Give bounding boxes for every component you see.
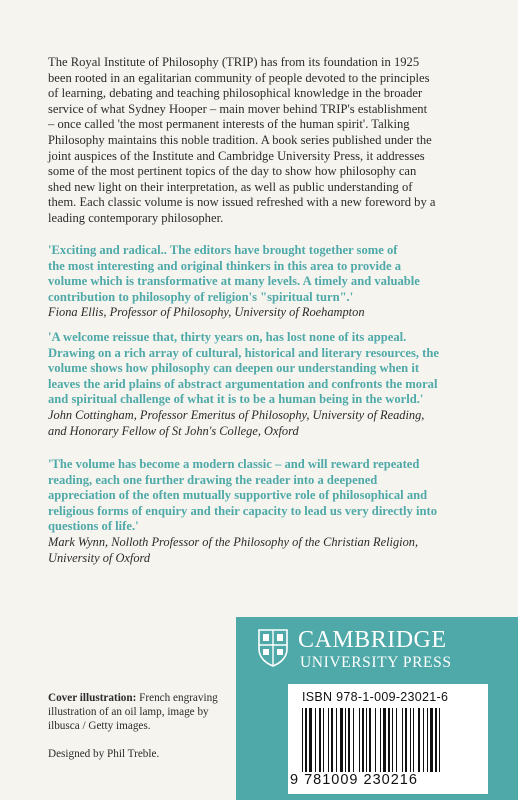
quote-attribution: John Cottingham, Professor Emeritus of Philosophy, University of Reading, (48, 407, 425, 422)
blurb-line: – once called 'the most permanent interests of the human spirit'. Talking (48, 117, 410, 132)
barcode-bar (359, 708, 360, 772)
barcode-bar (430, 708, 433, 772)
blurb-line: shed new light on their interpretation, as well as public understanding of (48, 179, 413, 194)
publisher-subtitle: UNIVERSITY PRESS (300, 654, 452, 671)
blurb-line: of learning, debating and teaching philosophical knowledge in the broader (48, 86, 423, 101)
quote-line: appreciation of the often mutually supportive role of philosophical and (48, 488, 428, 503)
blurb-line: Philosophy maintains this noble tradition. A book series published under the (48, 132, 432, 147)
series-description (48, 55, 484, 227)
quote-line: questions of life.' (48, 519, 139, 534)
quote-attribution: and Honorary Fellow of St John's College, Oxford (48, 423, 299, 438)
barcode-bar (362, 708, 364, 772)
quote-line: volume which is transformative at many levels. A timely and valuable (48, 274, 420, 289)
barcode-bar (413, 708, 414, 772)
barcode-bar (375, 708, 376, 772)
endorsement-quote-ellis (48, 243, 484, 321)
blurb-line: been rooted in an egalitarian community of people devoted to the principles (48, 70, 430, 85)
quote-line: 'A welcome reissue that, thirty years on, has lost none of its appeal. (48, 330, 407, 344)
barcode-bar (383, 708, 386, 772)
designer-credit: Designed by Phil Treble. (48, 748, 160, 760)
quote-line: leaves the arid plains of abstract argumentation and confronts the moral (48, 376, 438, 391)
quote-line: 'Exciting and radical.. The editors have brought together some of (48, 243, 398, 257)
cover-illustration-credit (48, 692, 218, 733)
barcode-bar (439, 708, 440, 772)
blurb-line: leading contemporary philosopher. (48, 210, 224, 225)
barcode-bar (323, 708, 324, 772)
quote-line: 'The volume has become a modern classic – and will reward repeated (48, 457, 420, 471)
blurb-line: service of what Sydney Hooper – main mover behind TRIP's establishment (48, 101, 428, 116)
quote-line: religious forms of enquiry and their capacity to lead us very directly into (48, 503, 437, 518)
barcode-bar (305, 708, 307, 772)
barcode-bar (331, 708, 333, 772)
barcode-bar (328, 708, 329, 772)
barcode-bar (348, 708, 350, 772)
endorsement-quote-wynn (48, 457, 484, 566)
barcode-bar (435, 708, 437, 772)
quote-line: reading, each one further drawing the reader into a deepened (48, 472, 378, 487)
quote-line: and spiritual challenge of what it is to be a human being in the world.' (48, 392, 424, 407)
barcode-bar (319, 708, 321, 772)
quote-attribution: University of Oxford (48, 550, 151, 565)
barcode-bar (369, 708, 371, 772)
barcode-bars (302, 708, 478, 774)
cover-credit-label: Cover illustration: (48, 692, 137, 704)
quote-line: the most interesting and original thinkers in this area to provide a (48, 258, 401, 273)
barcode-digits: 9 781009 230216 (290, 772, 418, 788)
quote-line: contribution to philosophy of religion's "spiritual turn".' (48, 289, 354, 304)
barcode-bar (388, 708, 390, 772)
barcode-bar (410, 708, 411, 772)
barcode-bar (418, 708, 420, 772)
blurb-line: some of the most pertinent topics of the day to show how philosophy can (48, 164, 417, 179)
quote-attribution: Mark Wynn, Nolloth Professor of the Philosophy of the Christian Religion, (48, 534, 419, 549)
barcode-bar (423, 708, 424, 772)
barcode-bar (340, 708, 343, 772)
quote-line: Drawing on a rich array of cultural, historical and literary resources, the (48, 345, 439, 360)
barcode-bar (309, 708, 312, 772)
barcode-bar (366, 708, 367, 772)
blurb-line: The Royal Institute of Philosophy (TRIP) has from its foundation in 1925 (48, 55, 420, 69)
barcode-bar (302, 708, 303, 772)
publisher-panel (236, 617, 518, 800)
university-crest-icon (258, 629, 288, 667)
barcode-bar (402, 708, 403, 772)
cover-credit-text: French engraving illustration of an oil lamp, image by ilbusca / Getty images. (48, 692, 218, 732)
barcode-bar (345, 708, 346, 772)
barcode-bar (396, 708, 397, 772)
barcode-bar (353, 708, 354, 772)
barcode-bar (380, 708, 381, 772)
isbn-label: ISBN 978-1-009-23021-6 (302, 690, 449, 704)
barcode-bar (405, 708, 407, 772)
barcode-bar (392, 708, 393, 772)
quote-line: volume shows how philosophy can deepen our understanding when it (48, 361, 420, 376)
endorsement-quote-cottingham (48, 330, 484, 439)
barcode-bar (427, 708, 428, 772)
blurb-line: joint auspices of the Institute and Cambridge University Press, it addresses (48, 148, 425, 163)
barcode-bar (336, 708, 337, 772)
quote-attribution: Fiona Ellis, Professor of Philosophy, University of Roehampton (48, 305, 365, 320)
barcode-bar (315, 708, 316, 772)
blurb-line: them. Each classic volume is now issued refreshed with a new foreword by a (48, 195, 436, 210)
publisher-name: CAMBRIDGE (298, 627, 447, 653)
isbn-barcode (288, 684, 488, 794)
